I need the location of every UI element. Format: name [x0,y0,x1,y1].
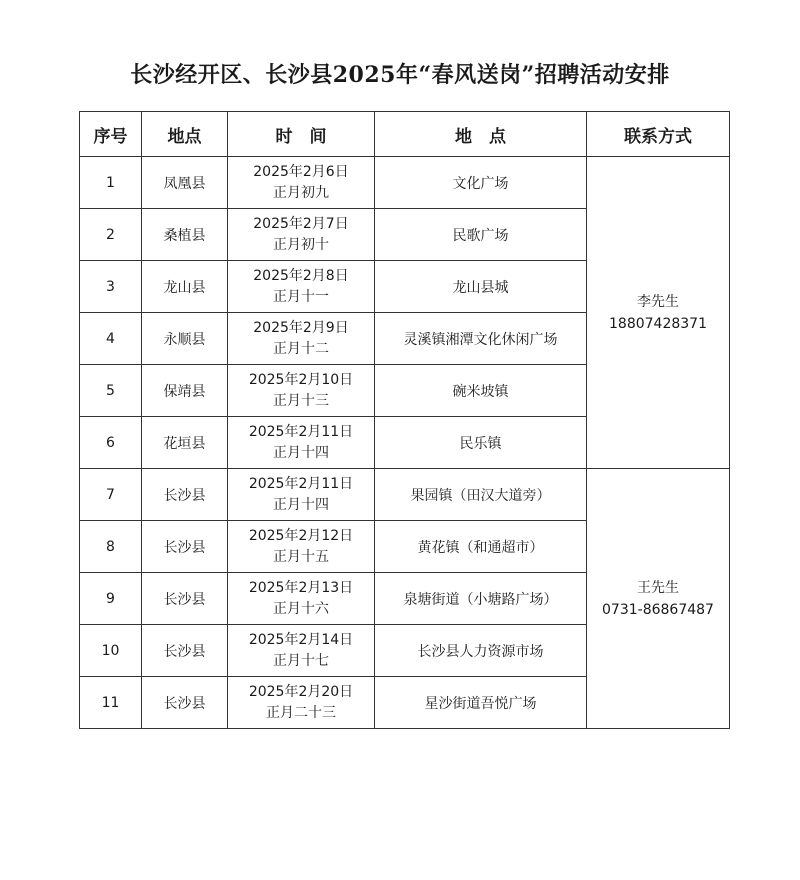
row-venue: 民歌广场 [375,209,587,261]
row-time [228,677,375,729]
row-lunar: 正月初十 [273,236,329,253]
row-lunar: 正月十七 [273,652,329,669]
row-county: 桑植县 [142,209,228,261]
row-county: 长沙县 [142,521,228,573]
table-row [80,469,730,521]
header-seq: 序号 [80,112,142,157]
row-time [228,625,375,677]
contact-phone: 18807428371 [609,315,707,332]
row-date: 2025年2月12日 [248,527,354,544]
row-seq: 11 [80,677,142,729]
row-seq: 2 [80,209,142,261]
row-time [228,417,375,469]
row-county: 长沙县 [142,677,228,729]
row-time [228,261,375,313]
row-lunar: 正月二十三 [266,704,336,721]
row-time [228,209,375,261]
row-time [228,469,375,521]
contact-cell-2 [587,469,730,729]
row-date: 2025年2月11日 [248,475,354,492]
row-lunar: 正月十四 [273,496,329,513]
contact-name: 王先生 [637,579,679,596]
row-time [228,157,375,209]
row-venue: 文化广场 [375,157,587,209]
header-time: 时 间 [228,112,375,157]
contact-cell-1 [587,157,730,469]
row-seq: 7 [80,469,142,521]
row-date: 2025年2月8日 [253,267,349,284]
table-row [80,157,730,209]
row-seq: 9 [80,573,142,625]
row-seq: 5 [80,365,142,417]
row-venue: 民乐镇 [375,417,587,469]
row-venue: 碗米坡镇 [375,365,587,417]
row-county: 永顺县 [142,313,228,365]
row-seq: 8 [80,521,142,573]
row-lunar: 正月十四 [273,444,329,461]
row-venue: 果园镇（田汉大道旁） [375,469,587,521]
row-date: 2025年2月13日 [248,579,354,596]
contact-phone: 0731-86867487 [602,601,714,618]
header-county: 地点 [142,112,228,157]
row-county: 凤凰县 [142,157,228,209]
row-venue: 长沙县人力资源市场 [375,625,587,677]
row-date: 2025年2月11日 [248,423,354,440]
row-date: 2025年2月10日 [248,371,354,388]
row-date: 2025年2月7日 [253,215,349,232]
document-title: 长沙经开区、长沙县2025年“春风送岗”招聘活动安排 [130,62,670,88]
row-venue: 星沙街道吾悦广场 [375,677,587,729]
row-seq: 10 [80,625,142,677]
row-venue: 泉塘街道（小塘路广场） [375,573,587,625]
header-contact: 联系方式 [587,112,730,157]
row-seq: 4 [80,313,142,365]
row-lunar: 正月十一 [273,288,329,305]
header-venue: 地 点 [375,112,587,157]
row-venue: 龙山县城 [375,261,587,313]
row-time [228,521,375,573]
row-time [228,365,375,417]
row-lunar: 正月十三 [273,392,329,409]
row-date: 2025年2月14日 [248,631,354,648]
row-county: 保靖县 [142,365,228,417]
header-row [80,112,730,157]
row-date: 2025年2月6日 [253,163,349,180]
row-seq: 6 [80,417,142,469]
row-county: 长沙县 [142,469,228,521]
row-time [228,313,375,365]
row-lunar: 正月十二 [273,340,329,357]
schedule-table [79,111,730,729]
row-county: 花垣县 [142,417,228,469]
row-date: 2025年2月20日 [248,683,354,700]
row-lunar: 正月初九 [273,184,329,201]
row-seq: 1 [80,157,142,209]
contact-name: 李先生 [637,293,679,310]
row-time [228,573,375,625]
row-date: 2025年2月9日 [253,319,349,336]
row-lunar: 正月十六 [273,600,329,617]
row-county: 长沙县 [142,625,228,677]
row-county: 长沙县 [142,573,228,625]
row-lunar: 正月十五 [273,548,329,565]
row-county: 龙山县 [142,261,228,313]
row-seq: 3 [80,261,142,313]
row-venue: 灵溪镇湘潭文化休闲广场 [375,313,587,365]
row-venue: 黄花镇（和通超市） [375,521,587,573]
